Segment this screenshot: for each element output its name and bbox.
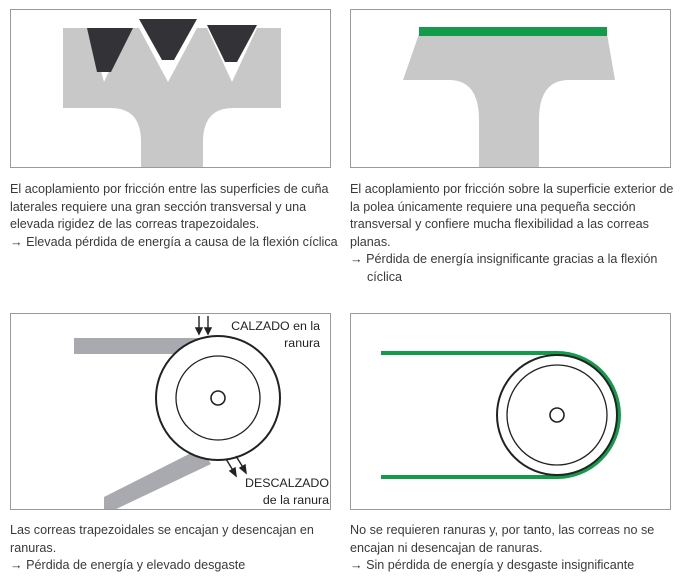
flat-belt-caption: El acoplamiento por fricción sobre la superficie exterior de la polea únicamente requiere una pequeña sección transversal y confiere mucha flexibilidad a las correas planas. xyxy=(350,182,674,249)
descalzado-label-line-1: DESCALZADO xyxy=(245,476,329,490)
v-pulley-hub xyxy=(211,391,225,405)
flat-belt-wrap-caption-block xyxy=(350,522,680,575)
flat-belt-result: → Pérdida de energía insignificante gracias a la flexión cíclica xyxy=(350,252,658,284)
calzado-label-line-1: CALZADO en la xyxy=(231,319,320,333)
flat-belt-cross-section-drawing xyxy=(351,10,671,168)
calzado-label-line-2: ranura xyxy=(284,336,320,350)
v-belt-result: → Elevada pérdida de energía a causa de la flexión cíclica xyxy=(10,234,338,249)
calzado-label xyxy=(216,318,320,352)
flat-belt-wrap-panel xyxy=(350,313,671,510)
v-belt-caption-block xyxy=(10,181,340,251)
calzado-arrows xyxy=(196,316,211,334)
flat-belt-wrap-caption: No se requieren ranuras y, por tanto, las correas no se encajan ni desencajan de ranuras. xyxy=(350,523,655,555)
flat-belt-caption-block xyxy=(350,181,680,286)
descalzado-label-line-2: de la ranura xyxy=(262,493,329,507)
v-belt-groove-caption: Las correas trapezoidales se encajan y desencajan en ranuras. xyxy=(10,523,314,555)
v-belt-groove-caption-block xyxy=(10,522,340,575)
flat-belt-wrap-drawing xyxy=(351,314,671,510)
descalzado-label xyxy=(241,475,329,509)
v-belt-caption: El acoplamiento por fricción entre las superficies de cuña laterales requiere una gran sección transversal y una elevada rigidez de las correas trapezoidales. xyxy=(10,182,329,231)
flat-belt-wrap-result: → Sin pérdida de energía y desgaste insignificante xyxy=(350,558,635,572)
flat-pulley-body xyxy=(403,34,615,168)
v-belt-cross-section-drawing xyxy=(11,10,331,168)
v-belt-groove-result: → Pérdida de energía y elevado desgaste xyxy=(10,558,246,572)
flat-belt xyxy=(419,27,607,36)
flat-belt-cross-section-panel xyxy=(350,9,671,168)
v-belt-lower-strand xyxy=(104,448,211,510)
flat-pulley-hub xyxy=(550,408,564,422)
v-belt-groove-panel xyxy=(10,313,331,510)
v-belt-cross-section-panel xyxy=(10,9,331,168)
